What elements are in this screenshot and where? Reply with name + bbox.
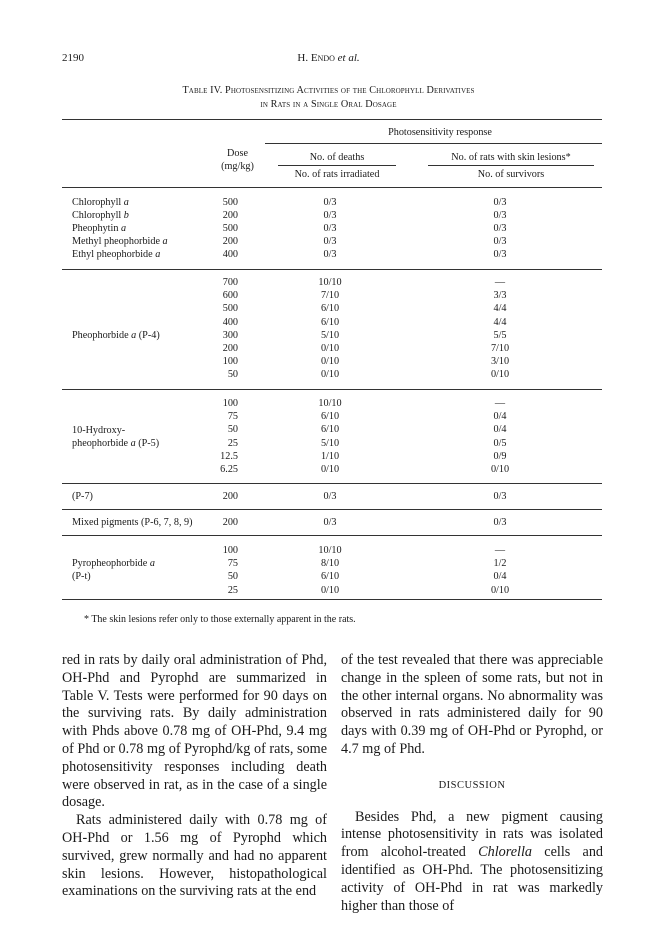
deaths-value: 0/3 xyxy=(323,517,337,528)
running-head-author: H. Endo xyxy=(297,52,335,64)
deaths-value: 6/10 xyxy=(320,303,340,315)
table-footnote: * The skin lesions refer only to those externally apparent in the rats. xyxy=(84,614,356,625)
lesions-value: 0/4 xyxy=(493,411,507,423)
lesions-value: 0/4 xyxy=(493,571,507,583)
dose-value: 25 xyxy=(227,584,238,596)
dose-value: 25 xyxy=(227,437,238,449)
dose-value: 200 xyxy=(222,517,238,528)
lesions-value: 0/3 xyxy=(493,491,507,502)
header-deaths-fraction-rule xyxy=(278,165,396,166)
deaths-value: 0/3 xyxy=(323,197,337,208)
body-paragraph: Besides Phd, a new pigment causing intense photosensitivity in rats was isolated from alcohol-treated Chlorella cells and identified as OH-Phd. The photosensitizing activity of OH-Phd in rat was markedly higher than those of xyxy=(341,808,604,914)
deaths-value: 5/10 xyxy=(320,437,340,449)
deaths-value: 0/10 xyxy=(320,369,340,381)
lesions-value: 4/4 xyxy=(493,316,507,328)
compound-name-line1: Pyropheophorbide a xyxy=(72,558,155,569)
deaths-value: 8/10 xyxy=(320,558,340,570)
lesions-value: — xyxy=(494,398,506,409)
deaths-value: 0/3 xyxy=(323,236,337,247)
body-paragraph: Rats administered daily with 0.78 mg of OH-Phd or 1.56 mg of Pyrophd which survived, grew normally and had no apparent skin lesions. However, histopathological examinations on the surviving rats at the end xyxy=(62,812,327,900)
compound-name: Pheophorbide a (P-4) xyxy=(72,330,160,341)
dose-value: 75 xyxy=(227,558,238,570)
body-left-column xyxy=(62,652,327,901)
header-lesions-fraction-rule xyxy=(428,165,594,166)
dose-value: 500 xyxy=(222,197,238,208)
deaths-value: 6/10 xyxy=(320,411,340,423)
deaths-value: 6/10 xyxy=(320,424,340,436)
lesions-value: 1/2 xyxy=(493,558,507,570)
table-caption-line1: Table IV. Photosensitizing Activities of the Chlorophyll Derivatives xyxy=(182,85,475,96)
lesions-value: 0/3 xyxy=(493,249,507,260)
header-group-rule xyxy=(265,143,602,144)
lesions-value: 3/10 xyxy=(490,356,510,368)
lesions-value: — xyxy=(494,545,506,556)
table-caption-line2: in Rats in a Single Oral Dosage xyxy=(260,98,397,110)
deaths-value: 7/10 xyxy=(320,290,340,302)
lesions-value: 0/3 xyxy=(493,197,507,208)
deaths-value: 6/10 xyxy=(320,571,340,583)
header-lesions-numerator: No. of rats with skin lesions* xyxy=(451,152,571,163)
dose-value: 100 xyxy=(222,398,238,409)
running-head-etal: et al. xyxy=(337,52,360,64)
group-rule xyxy=(62,389,602,390)
dose-value: 50 xyxy=(227,424,238,436)
dose-value: 400 xyxy=(222,249,238,260)
dose-value: 200 xyxy=(222,343,238,354)
header-deaths-numerator: No. of deaths xyxy=(309,152,365,163)
dose-value: 300 xyxy=(222,329,238,341)
lesions-value: 3/3 xyxy=(493,290,507,302)
table-bottom-rule xyxy=(62,599,602,600)
dose-value: 6.25 xyxy=(220,464,238,475)
compound-name: (P-7) xyxy=(72,491,93,502)
lesions-value: 0/9 xyxy=(493,450,507,462)
group-rule xyxy=(62,483,602,484)
deaths-value: 6/10 xyxy=(320,316,340,328)
group-rule xyxy=(62,535,602,536)
compound-name: Pheophytin a xyxy=(72,223,127,234)
lesions-value: 0/3 xyxy=(493,517,507,528)
deaths-value: 1/10 xyxy=(320,450,340,462)
header-lesions-denominator: No. of survivors xyxy=(477,169,545,180)
deaths-value: 0/3 xyxy=(323,210,337,221)
table-top-rule xyxy=(62,119,602,120)
deaths-value: 10/10 xyxy=(318,398,342,409)
dose-value: 200 xyxy=(222,236,238,247)
dose-value: 400 xyxy=(222,316,238,328)
dose-value: 50 xyxy=(227,369,238,381)
deaths-value: 0/10 xyxy=(320,464,340,475)
compound-name-line2: pheophorbide a (P-5) xyxy=(72,438,160,449)
compound-name: Mixed pigments (P-6, 7, 8, 9) xyxy=(72,517,193,528)
deaths-value: 0/3 xyxy=(323,249,337,260)
lesions-value: 0/10 xyxy=(490,369,510,381)
lesions-value: 0/3 xyxy=(493,210,507,221)
body-paragraph: of the test revealed that there was appreciable change in the spleen of some rats, but not in the other internal organs. No abnormality was observed in rats administered daily for 90 days with 0.39 mg of OH-Phd or Pyrophd, or 4.7 mg of Phd. xyxy=(341,652,603,757)
deaths-value: 0/10 xyxy=(320,343,340,354)
dose-value: 100 xyxy=(222,545,238,556)
deaths-value: 10/10 xyxy=(318,277,342,288)
deaths-value: 0/3 xyxy=(323,491,337,502)
compound-name: Ethyl pheophorbide a xyxy=(72,249,161,260)
deaths-value: 5/10 xyxy=(320,329,340,341)
lesions-value: 0/10 xyxy=(490,464,510,475)
lesions-value: 0/4 xyxy=(493,424,507,436)
lesions-value: 4/4 xyxy=(493,303,507,315)
lesions-value: — xyxy=(494,277,506,288)
dose-value: 600 xyxy=(222,290,238,302)
dose-value: 12.5 xyxy=(220,450,238,462)
dose-value: 75 xyxy=(227,411,238,423)
section-heading: DISCUSSION xyxy=(438,779,506,791)
header-bottom-rule xyxy=(62,187,602,188)
header-dose-line1: Dose xyxy=(227,148,248,159)
lesions-value: 7/10 xyxy=(490,343,510,354)
dose-value: 200 xyxy=(222,210,238,221)
body-right-column xyxy=(341,652,603,915)
dose-value: 50 xyxy=(227,571,238,583)
lesions-value: 0/3 xyxy=(493,236,507,247)
dose-value: 700 xyxy=(222,277,238,288)
lesions-value: 5/5 xyxy=(493,329,507,341)
group-rule xyxy=(62,269,602,270)
group-rule xyxy=(62,509,602,510)
dose-value: 500 xyxy=(222,223,238,234)
lesions-value: 0/10 xyxy=(490,584,510,596)
compound-name: Chlorophyll a xyxy=(72,197,129,208)
dose-value: 500 xyxy=(222,303,238,315)
header-group: Photosensitivity response xyxy=(388,127,492,138)
table-caption xyxy=(0,84,657,111)
body-paragraph: red in rats by daily oral administration of Phd, OH-Phd and Pyrophd are summarized in Table V. Tests were performed for 90 days on the surviving rats. By daily administration with Phds above 0.78 mg of OH-Phd, 9.4 mg of Phd or 0.78 mg of Pyrophd/kg of rats, some photosensitivity responses including death were observed in rat, as in the case of a single dosage. xyxy=(62,652,327,811)
deaths-value: 0/10 xyxy=(320,356,340,368)
compound-name-line1: 10-Hydroxy- xyxy=(72,425,126,436)
header-dose-line2: (mg/kg) xyxy=(221,161,254,172)
deaths-value: 0/10 xyxy=(320,584,340,596)
lesions-value: 0/3 xyxy=(493,223,507,234)
deaths-value: 10/10 xyxy=(318,545,342,556)
compound-name-line2: (P-t) xyxy=(72,571,91,582)
lesions-value: 0/5 xyxy=(493,437,507,449)
deaths-value: 0/3 xyxy=(323,223,337,234)
running-head xyxy=(0,52,657,64)
page-number: 2190 xyxy=(62,52,84,64)
dose-value: 200 xyxy=(222,491,238,502)
header-deaths-denominator: No. of rats irradiated xyxy=(294,169,380,180)
compound-name: Chlorophyll b xyxy=(72,210,129,221)
compound-name: Methyl pheophorbide a xyxy=(72,236,168,247)
dose-value: 100 xyxy=(222,356,238,368)
